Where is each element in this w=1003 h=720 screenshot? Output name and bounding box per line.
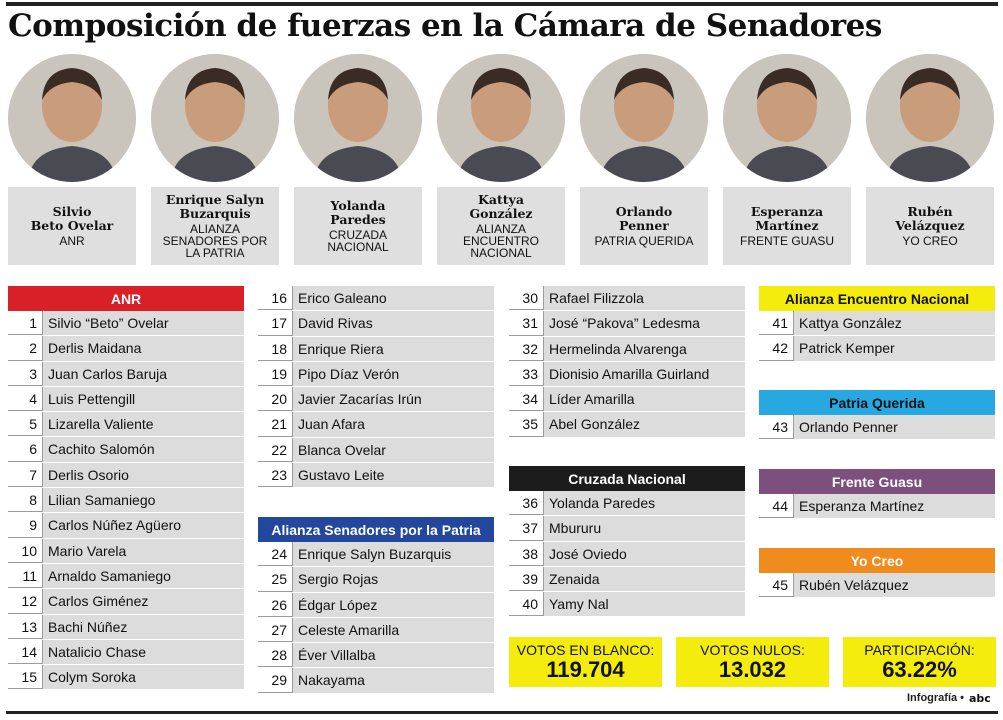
senator-card bbox=[8, 187, 136, 265]
row-name: Dionisio Amarilla Guirland bbox=[543, 362, 745, 386]
group-header: Alianza Senadores por la Patria bbox=[258, 517, 494, 542]
senator-row bbox=[8, 589, 244, 614]
row-name: Enrique Riera bbox=[292, 337, 494, 361]
row-number: 32 bbox=[509, 337, 543, 361]
portrait-photo bbox=[294, 54, 422, 182]
portrait-photo bbox=[866, 54, 994, 182]
senator-row bbox=[258, 643, 494, 668]
senator-row bbox=[759, 415, 995, 440]
null-votes-box bbox=[676, 637, 829, 687]
row-name: Carlos Núñez Agüero bbox=[42, 513, 244, 537]
row-number: 28 bbox=[258, 643, 292, 667]
senator-row bbox=[759, 311, 995, 336]
senator-card bbox=[294, 187, 422, 265]
row-number: 8 bbox=[8, 488, 42, 512]
senator-row bbox=[8, 615, 244, 640]
senator-party: PATRIA QUERIDA bbox=[594, 234, 694, 248]
senator-name: Enrique Salyn Buzarquis bbox=[165, 192, 265, 221]
group-header: Frente Guasu bbox=[759, 469, 995, 494]
row-number: 34 bbox=[509, 387, 543, 411]
row-number: 42 bbox=[759, 336, 793, 360]
row-name: Orlando Penner bbox=[793, 415, 995, 439]
senator-row bbox=[8, 336, 244, 361]
top-rule bbox=[6, 2, 998, 6]
senator-party: ANR bbox=[59, 234, 85, 248]
row-name: Javier Zacarías Irún bbox=[292, 387, 494, 411]
row-number: 6 bbox=[8, 437, 42, 461]
senator-row bbox=[258, 567, 494, 592]
senator-card bbox=[723, 187, 851, 265]
row-number: 45 bbox=[759, 573, 793, 597]
senator-card bbox=[437, 187, 565, 265]
row-number: 13 bbox=[8, 615, 42, 639]
row-name: Abel González bbox=[543, 412, 745, 436]
row-name: Bachi Núñez bbox=[42, 615, 244, 639]
portrait-photo bbox=[8, 54, 136, 182]
group-header: Cruzada Nacional bbox=[509, 466, 745, 491]
senator-row bbox=[258, 542, 494, 567]
senator-name: Orlando Penner bbox=[615, 204, 673, 233]
senator-row bbox=[8, 362, 244, 387]
blank-votes-box bbox=[509, 637, 662, 687]
row-name: Erico Galeano bbox=[292, 286, 494, 310]
row-number: 15 bbox=[8, 665, 42, 689]
row-name: Juan Afara bbox=[292, 412, 494, 436]
row-number: 22 bbox=[258, 438, 292, 462]
group-patria-querida bbox=[759, 390, 995, 440]
senator-row bbox=[509, 491, 745, 516]
senator-row bbox=[258, 337, 494, 362]
null-votes-label: VOTOS NULOS: bbox=[700, 642, 805, 658]
row-name: Carlos Giménez bbox=[42, 589, 244, 613]
senator-row bbox=[509, 567, 745, 592]
senator-party: ALIANZA SENADORES POR LA PATRIA bbox=[162, 222, 268, 260]
group-header: Alianza Encuentro Nacional bbox=[759, 286, 995, 311]
senator-row bbox=[759, 494, 995, 519]
row-number: 41 bbox=[759, 311, 793, 335]
senator-row bbox=[509, 387, 745, 412]
row-number: 38 bbox=[509, 542, 543, 566]
senator-name: Silvio Beto Ovelar bbox=[30, 204, 114, 233]
senator-row bbox=[509, 311, 745, 336]
row-name: Silvio “Beto” Ovelar bbox=[42, 311, 244, 335]
row-number: 2 bbox=[8, 336, 42, 360]
row-number: 3 bbox=[8, 362, 42, 386]
group-yo-creo bbox=[759, 548, 995, 598]
row-name: Éver Villalba bbox=[292, 643, 494, 667]
row-name: Luis Pettengill bbox=[42, 387, 244, 411]
senator-party: CRUZADA NACIONAL bbox=[327, 228, 389, 254]
senator-card bbox=[866, 187, 994, 265]
row-name: Natalicio Chase bbox=[42, 640, 244, 664]
row-number: 23 bbox=[258, 463, 292, 487]
logo-text: abc bbox=[969, 692, 991, 705]
senator-row bbox=[509, 337, 745, 362]
row-name: Pipo Díaz Verón bbox=[292, 362, 494, 386]
senator-row bbox=[8, 437, 244, 462]
row-number: 7 bbox=[8, 463, 42, 487]
senator-row bbox=[258, 412, 494, 437]
senator-row bbox=[258, 438, 494, 463]
senator-row bbox=[8, 640, 244, 665]
row-number: 11 bbox=[8, 564, 42, 588]
row-number: 17 bbox=[258, 311, 292, 335]
portrait-photo bbox=[437, 54, 565, 182]
senator-row bbox=[258, 463, 494, 488]
row-number: 33 bbox=[509, 362, 543, 386]
turnout-value: 63.22% bbox=[882, 657, 957, 682]
row-name: Blanca Ovelar bbox=[292, 438, 494, 462]
row-number: 25 bbox=[258, 567, 292, 591]
row-number: 19 bbox=[258, 362, 292, 386]
row-number: 18 bbox=[258, 337, 292, 361]
senator-row bbox=[258, 387, 494, 412]
senator-row bbox=[8, 311, 244, 336]
row-name: Enrique Salyn Buzarquis bbox=[292, 542, 494, 566]
row-name: Cachito Salomón bbox=[42, 437, 244, 461]
row-name: Kattya González bbox=[793, 311, 995, 335]
row-number: 21 bbox=[258, 412, 292, 436]
senator-row bbox=[8, 539, 244, 564]
portrait-photo bbox=[580, 54, 708, 182]
senator-row bbox=[258, 618, 494, 643]
turnout-box bbox=[843, 637, 996, 687]
row-number: 30 bbox=[509, 286, 543, 310]
row-number: 12 bbox=[8, 589, 42, 613]
turnout-label: PARTICIPACIÓN: bbox=[864, 642, 975, 658]
row-name: Derlis Maidana bbox=[42, 336, 244, 360]
row-number: 44 bbox=[759, 494, 793, 518]
blank-votes-label: VOTOS EN BLANCO: bbox=[516, 642, 655, 658]
row-number: 20 bbox=[258, 387, 292, 411]
row-name: Sergio Rojas bbox=[292, 567, 494, 591]
row-name: José Oviedo bbox=[543, 542, 745, 566]
credit-text: Infografía • bbox=[907, 692, 965, 704]
row-name: Celeste Amarilla bbox=[292, 618, 494, 642]
senator-name: Yolanda Paredes bbox=[330, 198, 386, 227]
row-number: 5 bbox=[8, 412, 42, 436]
senator-row bbox=[509, 286, 745, 311]
group-header: ANR bbox=[8, 286, 244, 311]
senator-card bbox=[151, 187, 279, 265]
senator-row bbox=[8, 665, 244, 690]
senator-row bbox=[258, 362, 494, 387]
credit-line bbox=[907, 692, 1001, 704]
row-number: 26 bbox=[258, 593, 292, 617]
senator-row bbox=[759, 573, 995, 598]
row-number: 31 bbox=[509, 311, 543, 335]
row-name: Mario Varela bbox=[42, 539, 244, 563]
senator-row bbox=[509, 412, 745, 437]
senator-name: Esperanza Martínez bbox=[750, 204, 824, 233]
row-name: Édgar López bbox=[292, 593, 494, 617]
senator-party: ALIANZA ENCUENTRO NACIONAL bbox=[462, 222, 539, 260]
row-name: Esperanza Martínez bbox=[793, 494, 995, 518]
senator-row bbox=[509, 592, 745, 617]
row-name: Lizarella Valiente bbox=[42, 412, 244, 436]
group-anr bbox=[8, 286, 244, 690]
row-name: Yamy Nal bbox=[543, 592, 745, 616]
row-name: Mbururu bbox=[543, 516, 745, 540]
abc-logo bbox=[969, 692, 1001, 704]
row-name: Colym Soroka bbox=[42, 665, 244, 689]
row-number: 36 bbox=[509, 491, 543, 515]
row-number: 35 bbox=[509, 412, 543, 436]
row-number: 9 bbox=[8, 513, 42, 537]
senator-row bbox=[258, 593, 494, 618]
blank-votes-value: 119.704 bbox=[546, 657, 625, 682]
row-number: 4 bbox=[8, 387, 42, 411]
row-number: 1 bbox=[8, 311, 42, 335]
row-number: 24 bbox=[258, 542, 292, 566]
row-name: David Rivas bbox=[292, 311, 494, 335]
row-number: 40 bbox=[509, 592, 543, 616]
row-number: 27 bbox=[258, 618, 292, 642]
senator-row bbox=[759, 336, 995, 361]
page-title: Composición de fuerzas en la Cámara de Senadores bbox=[8, 8, 882, 44]
row-name: Nakayama bbox=[292, 668, 494, 692]
group-alianza-senadores bbox=[258, 517, 494, 694]
senator-row bbox=[8, 488, 244, 513]
row-name: Hermelinda Alvarenga bbox=[543, 337, 745, 361]
row-name: Derlis Osorio bbox=[42, 463, 244, 487]
senator-row bbox=[258, 286, 494, 311]
row-name: Rubén Velázquez bbox=[793, 573, 995, 597]
row-number: 39 bbox=[509, 567, 543, 591]
senator-row bbox=[8, 564, 244, 589]
row-name: Juan Carlos Baruja bbox=[42, 362, 244, 386]
senator-row bbox=[8, 412, 244, 437]
row-number: 37 bbox=[509, 516, 543, 540]
senator-party: FRENTE GUASU bbox=[739, 234, 834, 248]
group-encuentro-nacional bbox=[759, 286, 995, 362]
senator-row bbox=[258, 668, 494, 693]
row-number: 29 bbox=[258, 668, 292, 692]
bottom-rule bbox=[6, 711, 998, 714]
row-name: Patrick Kemper bbox=[793, 336, 995, 360]
row-name: Yolanda Paredes bbox=[543, 491, 745, 515]
row-number: 14 bbox=[8, 640, 42, 664]
portrait-photo bbox=[151, 54, 279, 182]
row-name: Lilian Samaniego bbox=[42, 488, 244, 512]
senator-row bbox=[509, 362, 745, 387]
portrait-photo bbox=[723, 54, 851, 182]
senator-row bbox=[8, 513, 244, 538]
row-name: Gustavo Leite bbox=[292, 463, 494, 487]
group-cruzada-nacional bbox=[509, 466, 745, 617]
row-name: Zenaida bbox=[543, 567, 745, 591]
group-header: Yo Creo bbox=[759, 548, 995, 573]
senator-row bbox=[8, 387, 244, 412]
senator-row bbox=[509, 516, 745, 541]
senator-row bbox=[258, 311, 494, 336]
senator-name: Kattya González bbox=[469, 192, 533, 221]
null-votes-value: 13.032 bbox=[718, 657, 787, 682]
row-name: José “Pakova” Ledesma bbox=[543, 311, 745, 335]
row-number: 10 bbox=[8, 539, 42, 563]
row-name: Rafael Filizzola bbox=[543, 286, 745, 310]
row-name: Líder Amarilla bbox=[543, 387, 745, 411]
row-number: 16 bbox=[258, 286, 292, 310]
group-frente-guasu bbox=[759, 469, 995, 519]
group-alianza-senadores-continued bbox=[509, 286, 745, 438]
senator-row bbox=[509, 542, 745, 567]
row-number: 43 bbox=[759, 415, 793, 439]
group-anr-continued bbox=[258, 286, 494, 488]
row-name: Arnaldo Samaniego bbox=[42, 564, 244, 588]
senator-party: YO CREO bbox=[902, 234, 958, 248]
group-header: Patria Querida bbox=[759, 390, 995, 415]
senator-name: Rubén Velázquez bbox=[895, 204, 965, 233]
senator-row bbox=[8, 463, 244, 488]
senator-card bbox=[580, 187, 708, 265]
